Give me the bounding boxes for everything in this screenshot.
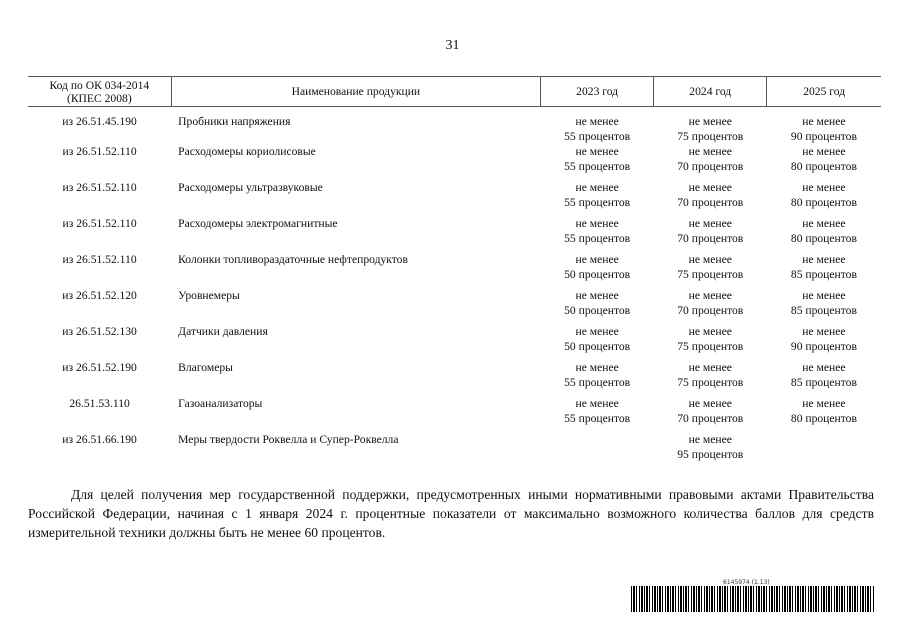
value-percent: 80 процентов: [790, 196, 857, 209]
cell-code: из 26.51.52.110: [62, 253, 137, 266]
value-percent: 55 процентов: [564, 160, 631, 173]
cell-product-name: Уровнемеры: [178, 289, 240, 302]
page-number: 31: [445, 38, 460, 53]
value-percent: 90 процентов: [790, 130, 857, 143]
header-code-line2: (КПЕС 2008): [66, 91, 132, 105]
table-row: [28, 396, 881, 432]
cell-product-name: Датчики давления: [178, 325, 268, 338]
value-percent: 80 процентов: [790, 412, 857, 425]
value-percent: 50 процентов: [564, 304, 631, 317]
header-name: Наименование продукции: [171, 77, 540, 107]
header-code-line1: Код по ОК 034-2014: [49, 78, 150, 92]
value-percent: 80 процентов: [790, 232, 857, 245]
value-qualifier: не менее: [688, 181, 732, 194]
cell-2025-value: [767, 288, 881, 324]
cell-2024-value: [654, 144, 767, 180]
cell-code: из 26.51.45.190: [62, 115, 137, 128]
table-row: [28, 107, 881, 145]
cell-2023-value: [541, 288, 654, 324]
value-percent: 55 процентов: [564, 130, 631, 143]
value-qualifier: не менее: [688, 145, 732, 158]
cell-code: из 26.51.52.130: [62, 325, 137, 338]
header-2025: 2025 год: [767, 77, 881, 107]
cell-2024-value: [654, 180, 767, 216]
table-row: [28, 216, 881, 252]
cell-2024-value: [654, 324, 767, 360]
value-percent: 70 процентов: [677, 304, 744, 317]
products-table: [28, 76, 881, 468]
table-row: [28, 432, 881, 468]
cell-2024-value: [654, 288, 767, 324]
table-row: [28, 252, 881, 288]
value-percent: 80 процентов: [790, 160, 857, 173]
cell-2025-value: [767, 180, 881, 216]
table-row: [28, 324, 881, 360]
value-qualifier: не менее: [802, 289, 846, 302]
cell-product-name: Расходомеры кориолисовые: [178, 145, 316, 158]
value-percent: 70 процентов: [677, 232, 744, 245]
value-percent: 90 процентов: [790, 340, 857, 353]
value-percent: 55 процентов: [564, 196, 631, 209]
cell-2025-value: [767, 396, 881, 432]
cell-2025-value: [767, 252, 881, 288]
table-header: [28, 77, 881, 107]
value-qualifier: не менее: [688, 115, 732, 128]
value-qualifier: не менее: [688, 253, 732, 266]
value-percent: 85 процентов: [790, 304, 857, 317]
barcode-image: [631, 586, 875, 612]
value-percent: 50 процентов: [564, 268, 631, 281]
cell-code: из 26.51.52.190: [62, 361, 137, 374]
value-qualifier: не менее: [802, 145, 846, 158]
table-body: [28, 107, 881, 469]
table-row: [28, 360, 881, 396]
body-paragraph: Для целей получения мер государственной поддержки, предусмотренных иными нормативными правовыми актами Правительства Российской Федерации, начиная с 1 января 2024 г. процентные показатели от максимально возможного количества баллов для средств измерительной техники должны быть не менее 60 процентов.: [28, 487, 874, 540]
value-percent: 75 процентов: [677, 376, 744, 389]
cell-2025-value: [767, 216, 881, 252]
cell-product-name: Расходомеры ультразвуковые: [178, 181, 323, 194]
value-qualifier: не менее: [802, 397, 846, 410]
value-qualifier: не менее: [575, 325, 619, 338]
value-qualifier: не менее: [802, 115, 846, 128]
cell-code: из 26.51.52.110: [62, 181, 137, 194]
cell-2024-value: [654, 360, 767, 396]
cell-product-name: Газоанализаторы: [178, 397, 263, 410]
value-qualifier: не менее: [575, 397, 619, 410]
value-percent: 85 процентов: [790, 376, 857, 389]
value-qualifier: не менее: [575, 181, 619, 194]
value-qualifier: не менее: [688, 217, 732, 230]
cell-code: из 26.51.66.190: [62, 433, 137, 446]
value-qualifier: не менее: [688, 325, 732, 338]
value-qualifier: не менее: [802, 361, 846, 374]
cell-2025-value: [767, 432, 881, 468]
cell-2023-value: [541, 107, 654, 145]
value-qualifier: не менее: [575, 253, 619, 266]
header-code: [28, 77, 171, 107]
cell-2024-value: [654, 107, 767, 145]
cell-2025-value: [767, 144, 881, 180]
value-percent: 85 процентов: [790, 268, 857, 281]
cell-product-name: Меры твердости Роквелла и Супер-Роквелла: [178, 433, 399, 446]
value-qualifier: не менее: [802, 217, 846, 230]
value-qualifier: не менее: [688, 433, 732, 446]
value-qualifier: не менее: [575, 217, 619, 230]
value-percent: 55 процентов: [564, 412, 631, 425]
value-percent: 50 процентов: [564, 340, 631, 353]
value-qualifier: не менее: [575, 145, 619, 158]
value-qualifier: не менее: [575, 361, 619, 374]
cell-2025-value: [767, 324, 881, 360]
value-percent: 55 процентов: [564, 232, 631, 245]
cell-product-name: Расходомеры электромагнитные: [178, 217, 338, 230]
value-qualifier: не менее: [688, 361, 732, 374]
value-qualifier: не менее: [688, 397, 732, 410]
value-qualifier: не менее: [575, 289, 619, 302]
cell-product-name: Влагомеры: [178, 361, 233, 374]
cell-2023-value: [541, 432, 654, 468]
cell-code: из 26.51.52.120: [62, 289, 137, 302]
cell-code: 26.51.53.110: [69, 397, 130, 410]
cell-2023-value: [541, 360, 654, 396]
cell-2025-value: [767, 360, 881, 396]
barcode-label: 6145974 (1.13): [723, 579, 770, 586]
value-qualifier: не менее: [802, 325, 846, 338]
value-percent: 55 процентов: [564, 376, 631, 389]
cell-2023-value: [541, 252, 654, 288]
value-percent: 70 процентов: [677, 412, 744, 425]
table-row: [28, 288, 881, 324]
cell-2023-value: [541, 216, 654, 252]
cell-2024-value: [654, 252, 767, 288]
value-percent: 75 процентов: [677, 130, 744, 143]
value-qualifier: не менее: [688, 289, 732, 302]
cell-product-name: Колонки топливораздаточные нефтепродуктов: [178, 253, 408, 266]
cell-2025-value: [767, 107, 881, 145]
cell-2023-value: [541, 396, 654, 432]
cell-2024-value: [654, 216, 767, 252]
value-percent: 70 процентов: [677, 196, 744, 209]
cell-2023-value: [541, 324, 654, 360]
cell-2023-value: [541, 144, 654, 180]
value-percent: 70 процентов: [677, 160, 744, 173]
value-qualifier: не менее: [802, 253, 846, 266]
header-2024: 2024 год: [654, 77, 767, 107]
value-percent: 75 процентов: [677, 268, 744, 281]
cell-code: из 26.51.52.110: [62, 217, 137, 230]
cell-2024-value: [654, 432, 767, 468]
table-row: [28, 180, 881, 216]
table-row: [28, 144, 881, 180]
value-qualifier: не менее: [802, 181, 846, 194]
cell-code: из 26.51.52.110: [62, 145, 137, 158]
cell-2023-value: [541, 180, 654, 216]
value-percent: 75 процентов: [677, 340, 744, 353]
value-qualifier: не менее: [575, 115, 619, 128]
cell-2024-value: [654, 396, 767, 432]
header-2023: 2023 год: [541, 77, 654, 107]
cell-product-name: Пробники напряжения: [178, 115, 291, 128]
value-percent: 95 процентов: [677, 448, 744, 461]
